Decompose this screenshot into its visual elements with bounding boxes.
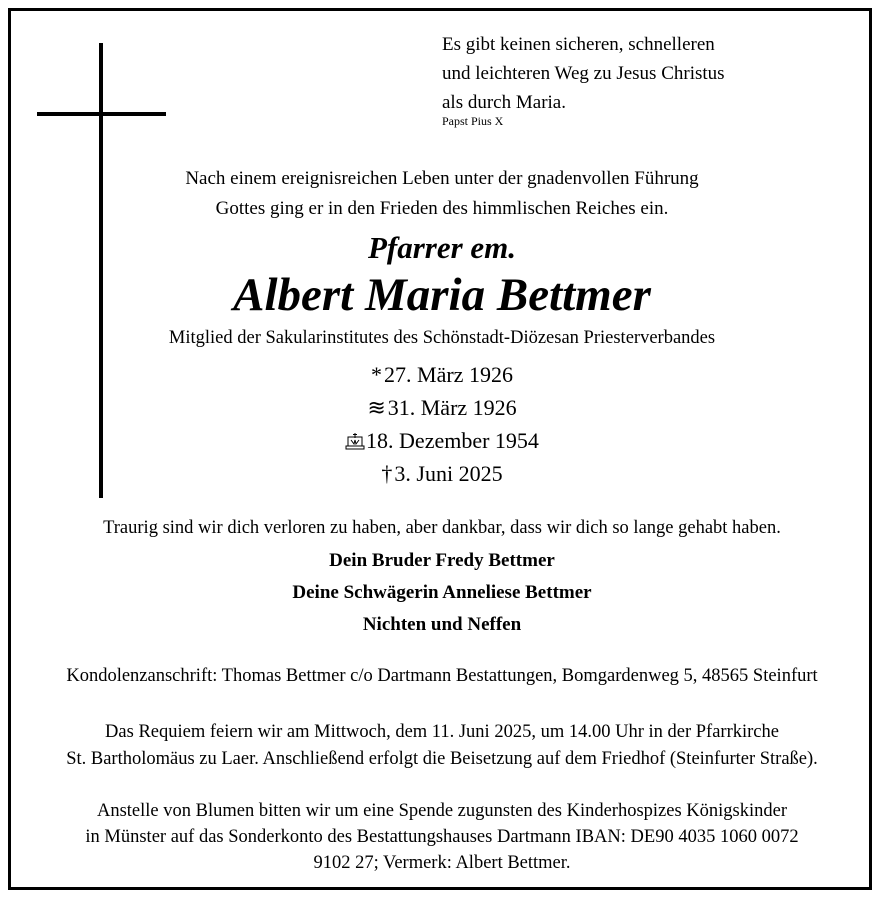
death-cross-icon: † — [381, 461, 393, 486]
quote-line: und leichteren Weg zu Jesus Christus — [442, 63, 725, 84]
donation-line: in Münster auf das Sonderkonto des Bestattungshauses Dartmann IBAN: DE90 4035 1060 0072 — [85, 827, 799, 847]
baptism-waves-icon: ≋ — [367, 395, 386, 420]
quote — [442, 30, 725, 117]
family-member: Deine Schwägerin Anneliese Bettmer — [292, 582, 592, 603]
birth-date-text: 27. März 1926 — [384, 362, 513, 387]
deceased-role: Pfarrer em. — [367, 230, 517, 265]
deceased-membership: Mitglied der Sakularinstitutes des Schönstadt-Diözesan Priesterverbandes — [168, 328, 716, 348]
donation-text — [0, 798, 884, 876]
donation-line: Anstelle von Blumen bitten wir um eine Spende zugunsten des Kinderhospizes Königskinder — [96, 801, 788, 821]
family-member: Nichten und Neffen — [362, 614, 522, 635]
death-date — [0, 461, 884, 487]
ordination-date-text: 18. Dezember 1954 — [366, 428, 539, 453]
quote-line: als durch Maria. — [442, 92, 566, 113]
quote-source: Papst Pius X — [442, 114, 504, 128]
condolence-address: Kondolenzanschrift: Thomas Bettmer c/o Dartmann Bestattungen, Bomgardenweg 5, 48565 Steinfurt — [66, 666, 818, 686]
baptism-date — [0, 395, 884, 421]
family-member: Dein Bruder Fredy Bettmer — [329, 550, 555, 571]
mourning-line: Traurig sind wir dich verloren zu haben, aber dankbar, dass wir dich so lange gehabt haben. — [103, 518, 781, 538]
birth-star-icon: * — [371, 362, 383, 387]
requiem-line: Das Requiem feiern wir am Mittwoch, dem 11. Juni 2025, um 14.00 Uhr in der Pfarrkirche — [105, 722, 779, 742]
cross-icon-beam — [37, 112, 166, 116]
baptism-date-text: 31. März 1926 — [387, 395, 517, 420]
ordination-altar-icon — [345, 432, 365, 450]
birth-date — [0, 362, 884, 388]
ordination-date — [0, 428, 884, 454]
donation-line: 9102 27; Vermerk: Albert Bettmer. — [313, 853, 571, 873]
requiem-text — [0, 719, 884, 773]
intro-text — [0, 164, 884, 224]
deceased-name: Albert Maria Bettmer — [233, 269, 651, 321]
quote-line: Es gibt keinen sicheren, schnelleren — [442, 34, 715, 55]
requiem-line: St. Bartholomäus zu Laer. Anschließend erfolgt die Beisetzung auf dem Friedhof (Steinfurter Straße). — [66, 749, 818, 769]
intro-line: Nach einem ereignisreichen Leben unter der gnadenvollen Führung — [185, 168, 699, 189]
intro-line: Gottes ging er in den Frieden des himmlischen Reiches ein. — [215, 198, 669, 219]
death-date-text: 3. Juni 2025 — [394, 461, 503, 486]
